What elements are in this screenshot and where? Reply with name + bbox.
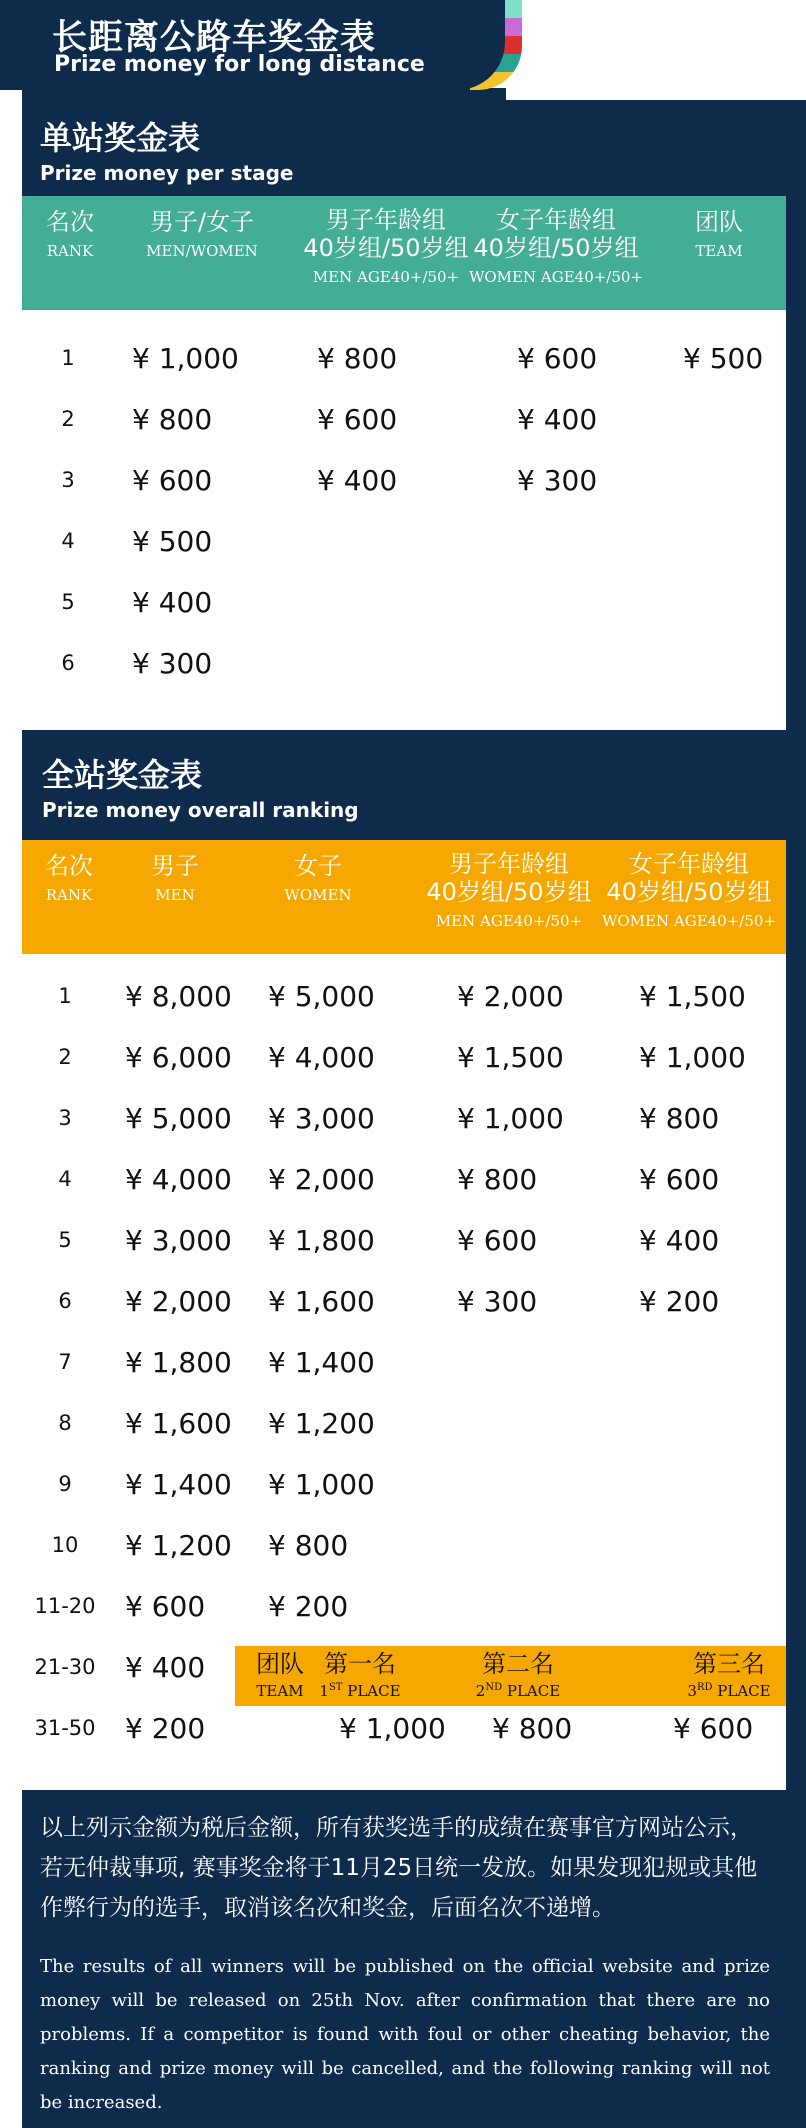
- prize-cell: ¥ 400: [639, 1224, 720, 1257]
- rank-cell: 4: [61, 529, 75, 553]
- header-label-en: MEN/WOMEN: [146, 242, 258, 260]
- place-number: 1: [319, 1682, 329, 1700]
- prize-cell: ¥ 400: [132, 586, 213, 619]
- team-header-bar: [235, 1646, 786, 1706]
- prize-cell: ¥ 4,000: [268, 1041, 375, 1074]
- rank-cell: 6: [58, 1289, 72, 1313]
- prize-cell: ¥ 1,000: [457, 1102, 564, 1135]
- header-label-zh: 40岁组/50岁组: [606, 878, 772, 906]
- prize-cell: ¥ 1,000: [639, 1041, 746, 1074]
- header-label-en: RANK: [46, 242, 94, 260]
- prize-cell: ¥ 200: [639, 1285, 720, 1318]
- table-row: [22, 328, 786, 389]
- header-cell: [24, 852, 114, 904]
- header-cell: [125, 852, 225, 904]
- header-label-en: WOMEN AGE40+/50+: [468, 268, 644, 286]
- header-label-en: RANK: [45, 886, 93, 904]
- rank-cell: 9: [58, 1472, 72, 1496]
- overall-title-en: Prize money overall ranking: [42, 798, 359, 822]
- prize-cell: ¥ 600: [517, 342, 598, 375]
- prize-cell: ¥ 1,000: [132, 342, 239, 375]
- header-label-zh: 女子: [294, 852, 342, 880]
- table-row: [22, 1271, 786, 1332]
- header-label-zh: 女子年龄组: [629, 850, 749, 878]
- header-cell: [592, 850, 787, 930]
- table-row: [22, 1027, 786, 1088]
- prize-cell: ¥ 1,400: [268, 1346, 375, 1379]
- prize-cell: ¥ 300: [517, 464, 598, 497]
- table-row: [22, 1576, 786, 1637]
- place-word: PLACE: [712, 1682, 771, 1700]
- header-cell: [25, 208, 115, 260]
- rank-cell: 11-20: [34, 1594, 96, 1618]
- prize-cell: ¥ 800: [317, 342, 398, 375]
- place-number: 2: [475, 1682, 486, 1700]
- stage-title-en: Prize money per stage: [40, 161, 294, 185]
- header-label-en: TEAM: [695, 242, 743, 260]
- header-label-zh: 男子年龄组: [326, 206, 446, 234]
- prize-cell: ¥ 500: [683, 342, 764, 375]
- prize-cell: ¥ 400: [125, 1651, 206, 1684]
- overall-table-header: [22, 840, 786, 954]
- header-cell: [253, 852, 383, 904]
- prize-cell: ¥ 800: [639, 1102, 720, 1135]
- header-label-zh: 女子年龄组: [496, 206, 616, 234]
- prize-cell: ¥ 1,600: [125, 1407, 232, 1440]
- prize-cell: ¥ 400: [517, 403, 598, 436]
- overall-table: [22, 840, 786, 1790]
- prize-cell: ¥ 200: [268, 1590, 349, 1623]
- prize-cell: ¥ 1,500: [457, 1041, 564, 1074]
- prize-cell: ¥ 4,000: [125, 1163, 232, 1196]
- page-subtitle: Prize money for long distance: [54, 52, 425, 77]
- header-label-zh: 男子: [151, 852, 199, 880]
- prize-cell: ¥ 300: [132, 647, 213, 680]
- note-english: The results of all winners will be published on the official website and prize money will be released on 25th Nov. after confirmation that there are no problems. If a competitor is found with foul or other cheating behavior, the ranking and prize money will be cancelled, and the following ranking will not be increased.: [40, 1956, 770, 2113]
- table-row: [22, 572, 786, 633]
- place-word: PLACE: [342, 1682, 401, 1700]
- prize-cell: ¥ 500: [132, 525, 213, 558]
- table-row: [22, 511, 786, 572]
- prize-cell: ¥ 1,800: [268, 1224, 375, 1257]
- prize-cell: ¥ 5,000: [268, 980, 375, 1013]
- place-label-zh: 第二名: [482, 1650, 554, 1678]
- header-cell: [456, 206, 656, 286]
- rank-cell: 1: [61, 346, 75, 370]
- prize-cell: ¥ 800: [132, 403, 213, 436]
- table-row: [22, 1454, 786, 1515]
- rank-cell: 5: [61, 590, 75, 614]
- header-cell: [669, 208, 769, 260]
- stage-title-zh: 单站奖金表: [40, 119, 201, 157]
- team-label-zh: 团队: [256, 1650, 304, 1678]
- table-row: [22, 633, 786, 694]
- prize-cell: ¥ 400: [317, 464, 398, 497]
- table-row: [22, 1088, 786, 1149]
- stage-section-title: [40, 113, 293, 185]
- team-place-header: [669, 1650, 789, 1700]
- table-row: [22, 1210, 786, 1271]
- header-label-zh: 男子年龄组: [449, 850, 569, 878]
- note-chinese: 以上列示金额为税后金额，所有获奖选手的成绩在赛事官方网站公示，若无仲裁事项, 赛事奖金将于11月25日统一发放。如果发现犯规或其他作弊行为的选手，取消该名次和奖金，后面名次不递增。: [40, 1815, 758, 1921]
- place-number: 3: [687, 1682, 697, 1700]
- prize-cell: ¥ 300: [457, 1285, 538, 1318]
- prize-cell: ¥ 2,000: [457, 980, 564, 1013]
- prize-cell: ¥ 600: [639, 1163, 720, 1196]
- prize-cell: ¥ 600: [125, 1590, 206, 1623]
- prize-cell: ¥ 1,200: [125, 1529, 232, 1562]
- prize-cell: ¥ 5,000: [125, 1102, 232, 1135]
- prize-cell: ¥ 2,000: [125, 1285, 232, 1318]
- prize-cell: ¥ 600: [132, 464, 213, 497]
- stage-table-header: [22, 196, 786, 310]
- table-row: [22, 1149, 786, 1210]
- prize-cell: ¥ 200: [125, 1712, 206, 1745]
- header-cell: [291, 206, 481, 286]
- prize-cell: ¥ 1,600: [268, 1285, 375, 1318]
- table-row: [22, 1393, 786, 1454]
- rank-cell: 2: [58, 1045, 72, 1069]
- rank-cell: 6: [61, 651, 75, 675]
- prize-cell: ¥ 3,000: [268, 1102, 375, 1135]
- rank-cell: 3: [58, 1106, 72, 1130]
- rank-cell: 5: [58, 1228, 72, 1252]
- rank-cell: 3: [61, 468, 75, 492]
- prize-cell: ¥ 1,400: [125, 1468, 232, 1501]
- prize-cell: ¥ 3,000: [125, 1224, 232, 1257]
- rank-cell: 21-30: [34, 1655, 96, 1679]
- prize-cell: ¥ 800: [268, 1529, 349, 1562]
- team-label-en: TEAM: [256, 1682, 304, 1700]
- stage-table: [22, 196, 786, 730]
- header-tab: [0, 0, 505, 90]
- prize-cell: ¥ 6,000: [125, 1041, 232, 1074]
- header-label-zh: 团队: [695, 208, 743, 236]
- place-label-zh: 第三名: [693, 1650, 765, 1678]
- prize-cell: ¥ 600: [317, 403, 398, 436]
- rank-cell: 1: [58, 984, 72, 1008]
- table-row: [22, 450, 786, 511]
- overall-section-title: [42, 750, 359, 822]
- header-label-zh: 40岁组/50岁组: [303, 234, 469, 262]
- prize-cell: ¥ 1,500: [639, 980, 746, 1013]
- overall-title-zh: 全站奖金表: [42, 756, 203, 794]
- header-label-zh: 40岁组/50岁组: [426, 878, 592, 906]
- rank-cell: 10: [51, 1533, 79, 1557]
- table-row: [22, 966, 786, 1027]
- page-title: 长距离公路车奖金表: [52, 18, 377, 58]
- place-label-zh: 第一名: [324, 1650, 396, 1678]
- rank-cell: 2: [61, 407, 75, 431]
- rank-cell: 31-50: [34, 1716, 96, 1740]
- team-prize-cell: ¥ 800: [492, 1712, 573, 1745]
- prize-cell: ¥ 800: [457, 1163, 538, 1196]
- rank-cell: 7: [58, 1350, 72, 1374]
- prize-cell: ¥ 1,800: [125, 1346, 232, 1379]
- header-label-en: WOMEN: [284, 886, 352, 904]
- prize-cell: ¥ 2,000: [268, 1163, 375, 1196]
- header-label-zh: 男子/女子: [149, 208, 255, 236]
- place-word: PLACE: [502, 1682, 561, 1700]
- team-prize-cell: ¥ 1,000: [339, 1712, 446, 1745]
- team-place-header: [458, 1650, 578, 1700]
- rank-cell: 8: [58, 1411, 72, 1435]
- team-place-header: [300, 1650, 420, 1700]
- header-label-en: MEN AGE40+/50+: [435, 912, 583, 930]
- table-row: [22, 1332, 786, 1393]
- header-label-en: WOMEN AGE40+/50+: [601, 912, 777, 930]
- header-label-zh: 名次: [46, 208, 94, 236]
- table-row: [22, 389, 786, 450]
- place-suffix: RD: [696, 1682, 713, 1693]
- prize-cell: ¥ 1,200: [268, 1407, 375, 1440]
- rank-cell: 4: [58, 1167, 72, 1191]
- prize-cell: ¥ 1,000: [268, 1468, 375, 1501]
- prize-cell: ¥ 600: [457, 1224, 538, 1257]
- header-label-zh: 40岁组/50岁组: [473, 234, 639, 262]
- header-label-en: MEN AGE40+/50+: [312, 268, 460, 286]
- header-label-en: MEN: [155, 886, 195, 904]
- header-label-zh: 名次: [45, 852, 93, 880]
- prize-cell: ¥ 8,000: [125, 980, 232, 1013]
- header-cell: [414, 850, 604, 930]
- header-cell: [127, 208, 277, 260]
- table-row: [22, 1515, 786, 1576]
- place-suffix: ST: [328, 1682, 343, 1693]
- place-suffix: ND: [485, 1682, 503, 1693]
- team-prize-cell: ¥ 600: [673, 1712, 754, 1745]
